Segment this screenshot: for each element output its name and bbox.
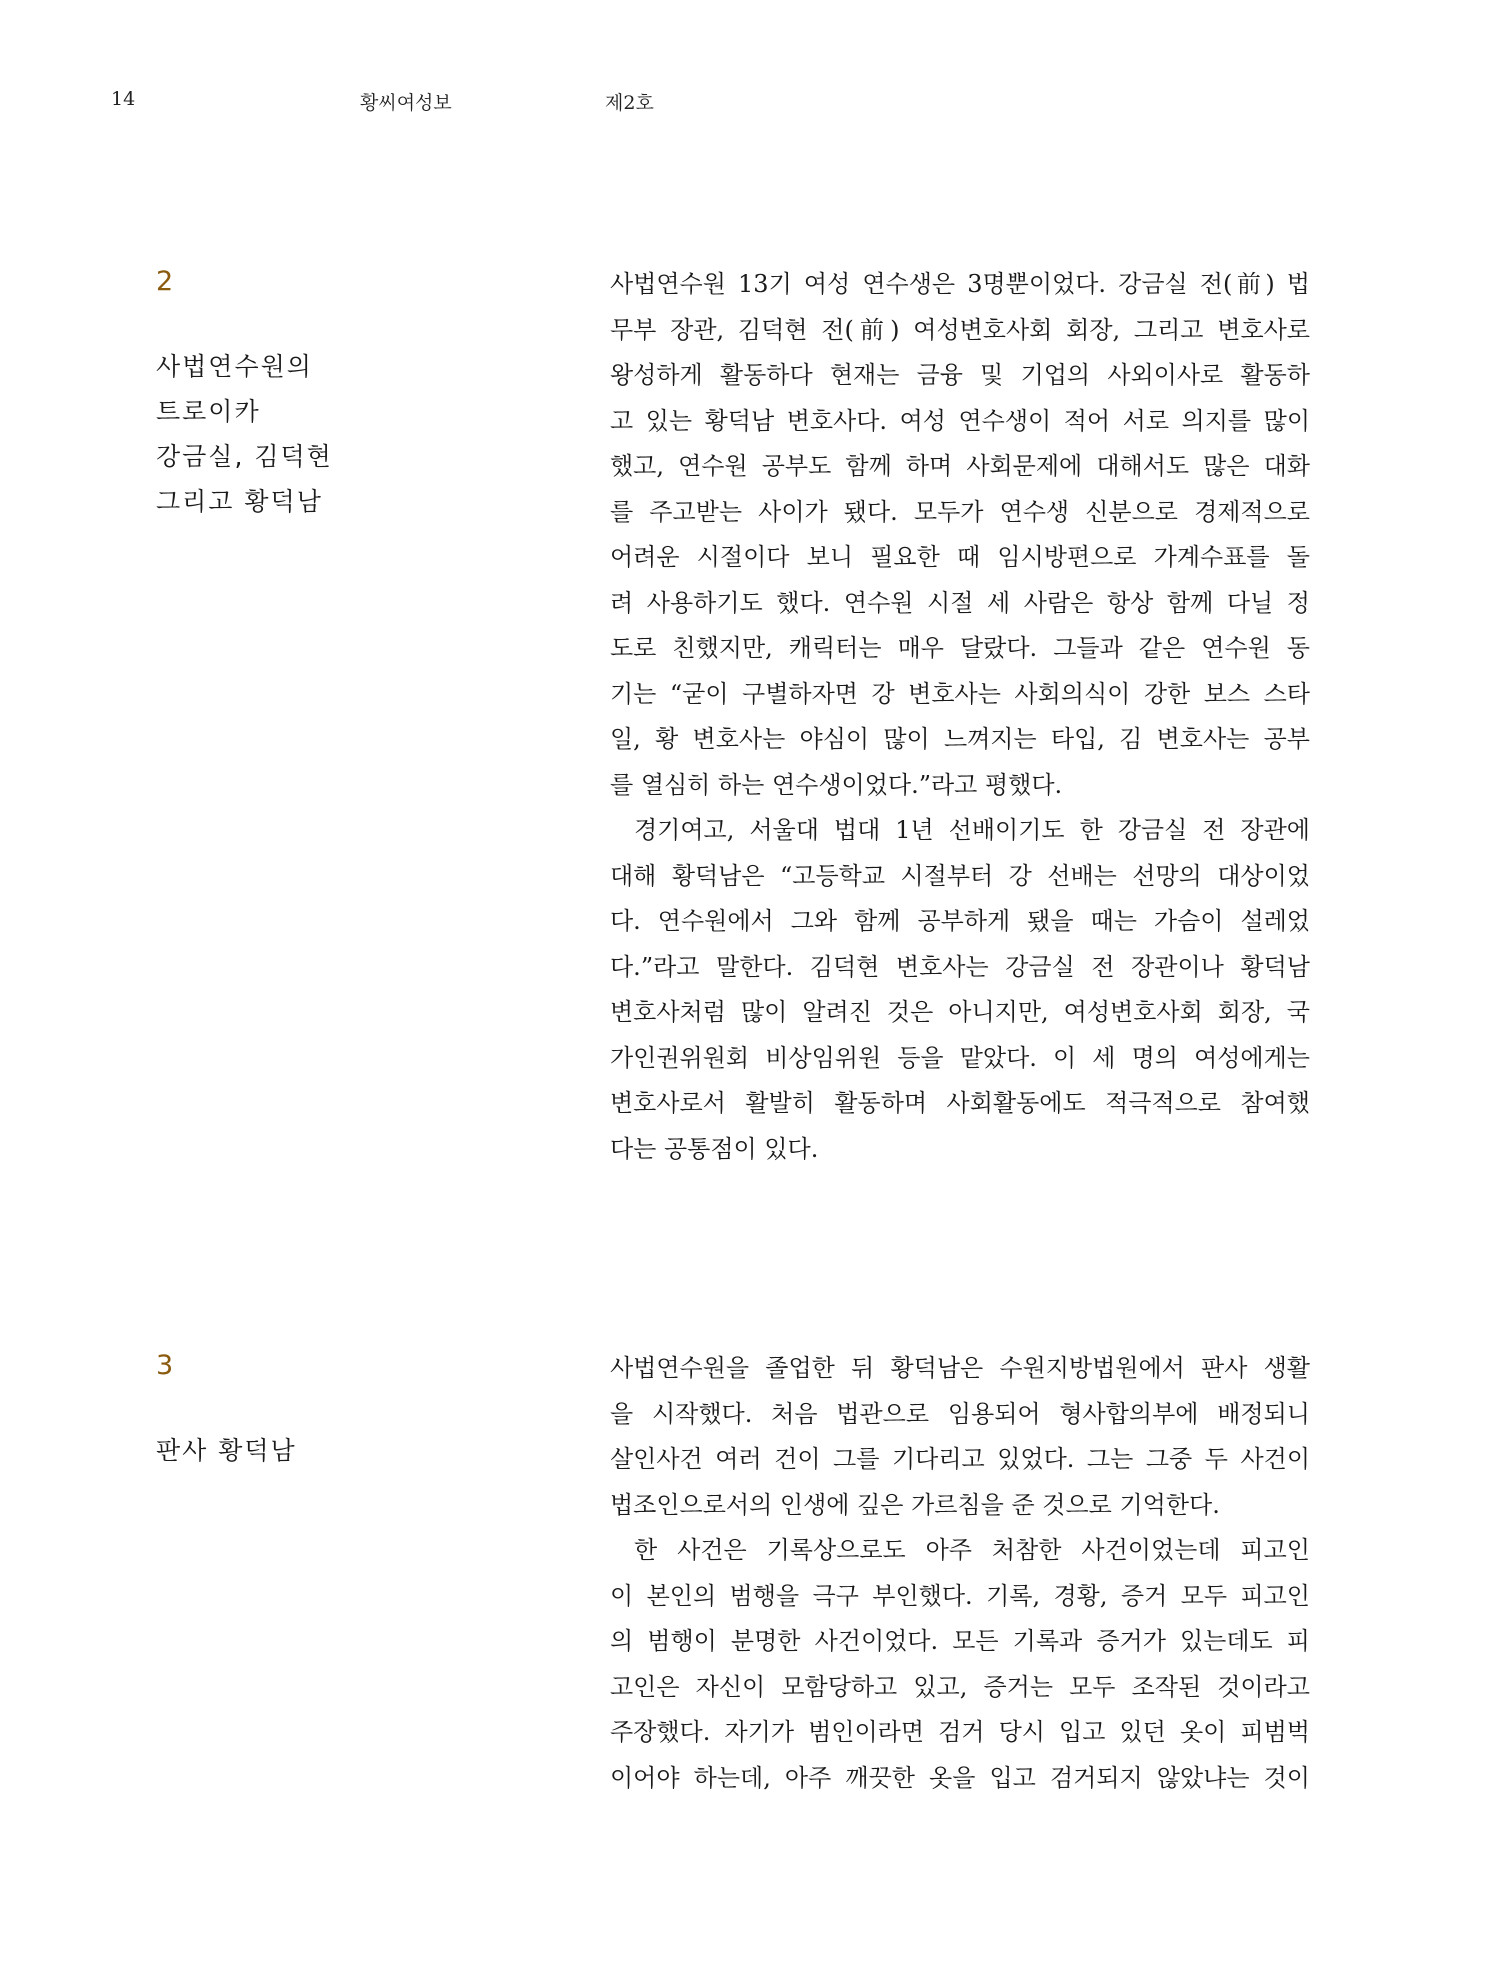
text-line: 도로 친했지만, 캐릭터는 매우 달랐다. 그들과 같은 연수원 동 xyxy=(610,634,1310,662)
paragraph xyxy=(610,808,1310,1172)
publication-title: 황씨여성보 xyxy=(360,92,452,114)
text-line: 살인사건 여러 건이 그를 기다리고 있었다. 그는 그중 두 사건이 xyxy=(610,1445,1310,1473)
page-number: 14 xyxy=(111,88,136,110)
section-number: 2 xyxy=(156,266,174,297)
text-line: 사법연수원 13기 여성 연수생은 3명뿐이었다. 강금실 전(前) 법 xyxy=(610,270,1310,298)
text-line: 를 주고받는 사이가 됐다. 모두가 연수생 신분으로 경제적으로 xyxy=(610,497,1310,526)
text-line: 을 시작했다. 처음 법관으로 임용되어 형사합의부에 배정되니 xyxy=(610,1399,1310,1428)
section-heading-line: 그리고 황덕남 xyxy=(156,487,323,516)
section-sidebar xyxy=(156,262,556,524)
section-number: 3 xyxy=(156,1350,174,1381)
text-line: 어려운 시절이다 보니 필요한 때 임시방편으로 가계수표를 돌 xyxy=(610,543,1310,571)
text-line: 사법연수원을 졸업한 뒤 황덕남은 수원지방법원에서 판사 생활 xyxy=(610,1354,1310,1382)
text-line: 했고, 연수원 공부도 함께 하며 사회문제에 대해서도 많은 대화 xyxy=(610,452,1310,480)
paragraph xyxy=(610,262,1310,808)
section-heading xyxy=(156,1428,556,1473)
text-line: 려 사용하기도 했다. 연수원 시절 세 사람은 항상 함께 다닐 정 xyxy=(610,588,1310,617)
text-line: 고 있는 황덕남 변호사다. 여성 연수생이 적어 서로 의지를 많이 xyxy=(610,406,1310,435)
section-body xyxy=(610,1346,1310,1801)
text-line: 대해 황덕남은 “고등학교 시절부터 강 선배는 선망의 대상이었 xyxy=(610,861,1310,890)
section-heading-line: 사법연수원의 xyxy=(156,352,313,381)
section-heading-line: 트로이카 xyxy=(156,397,261,426)
paragraph xyxy=(610,1528,1310,1801)
text-line: 한 사건은 기록상으로도 아주 처참한 사건이었는데 피고인 xyxy=(634,1536,1310,1564)
issue-number: 제2호 xyxy=(605,92,654,114)
text-line: 무부 장관, 김덕현 전(前) 여성변호사회 회장, 그리고 변호사로 xyxy=(610,315,1310,344)
text-line: 변호사로서 활발히 활동하며 사회활동에도 적극적으로 참여했 xyxy=(610,1089,1310,1117)
text-line: 법조인으로서의 인생에 깊은 가르침을 준 것으로 기억한다. xyxy=(610,1490,1220,1519)
text-line: 일, 황 변호사는 야심이 많이 느껴지는 타입, 김 변호사는 공부 xyxy=(610,725,1310,753)
section-heading-line: 판사 황덕남 xyxy=(156,1436,297,1465)
text-line: 이 본인의 범행을 극구 부인했다. 기록, 경황, 증거 모두 피고인 xyxy=(610,1581,1310,1610)
text-line: 다는 공통점이 있다. xyxy=(610,1134,819,1163)
text-line: 가인권위원회 비상임위원 등을 맡았다. 이 세 명의 여성에게는 xyxy=(610,1043,1310,1072)
text-line: 주장했다. 자기가 범인이라면 검거 당시 입고 있던 옷이 피범벅 xyxy=(610,1718,1310,1746)
text-line: 이어야 하는데, 아주 깨끗한 옷을 입고 검거되지 않았냐는 것이 xyxy=(610,1763,1310,1792)
text-line: 고인은 자신이 모함당하고 있고, 증거는 모두 조작된 것이라고 xyxy=(610,1672,1310,1701)
text-line: 경기여고, 서울대 법대 1년 선배이기도 한 강금실 전 장관에 xyxy=(634,816,1310,844)
text-line: 를 열심히 하는 연수생이었다.”라고 평했다. xyxy=(610,770,1063,799)
text-line: 다. 연수원에서 그와 함께 공부하게 됐을 때는 가슴이 설레었 xyxy=(610,907,1310,935)
section-heading-line: 강금실, 김덕현 xyxy=(156,442,333,471)
text-line: 왕성하게 활동하다 현재는 금융 및 기업의 사외이사로 활동하 xyxy=(610,361,1310,389)
running-header xyxy=(0,88,1500,118)
section-body xyxy=(610,262,1310,1172)
paragraph xyxy=(610,1346,1310,1528)
section-sidebar xyxy=(156,1346,556,1473)
text-line: 다.”라고 말한다. 김덕현 변호사는 강금실 전 장관이나 황덕남 xyxy=(610,952,1310,981)
section-heading xyxy=(156,344,556,524)
text-line: 변호사처럼 많이 알려진 것은 아니지만, 여성변호사회 회장, 국 xyxy=(610,998,1310,1026)
text-line: 기는 “굳이 구별하자면 강 변호사는 사회의식이 강한 보스 스타 xyxy=(610,679,1310,708)
text-line: 의 범행이 분명한 사건이었다. 모든 기록과 증거가 있는데도 피 xyxy=(610,1627,1310,1655)
